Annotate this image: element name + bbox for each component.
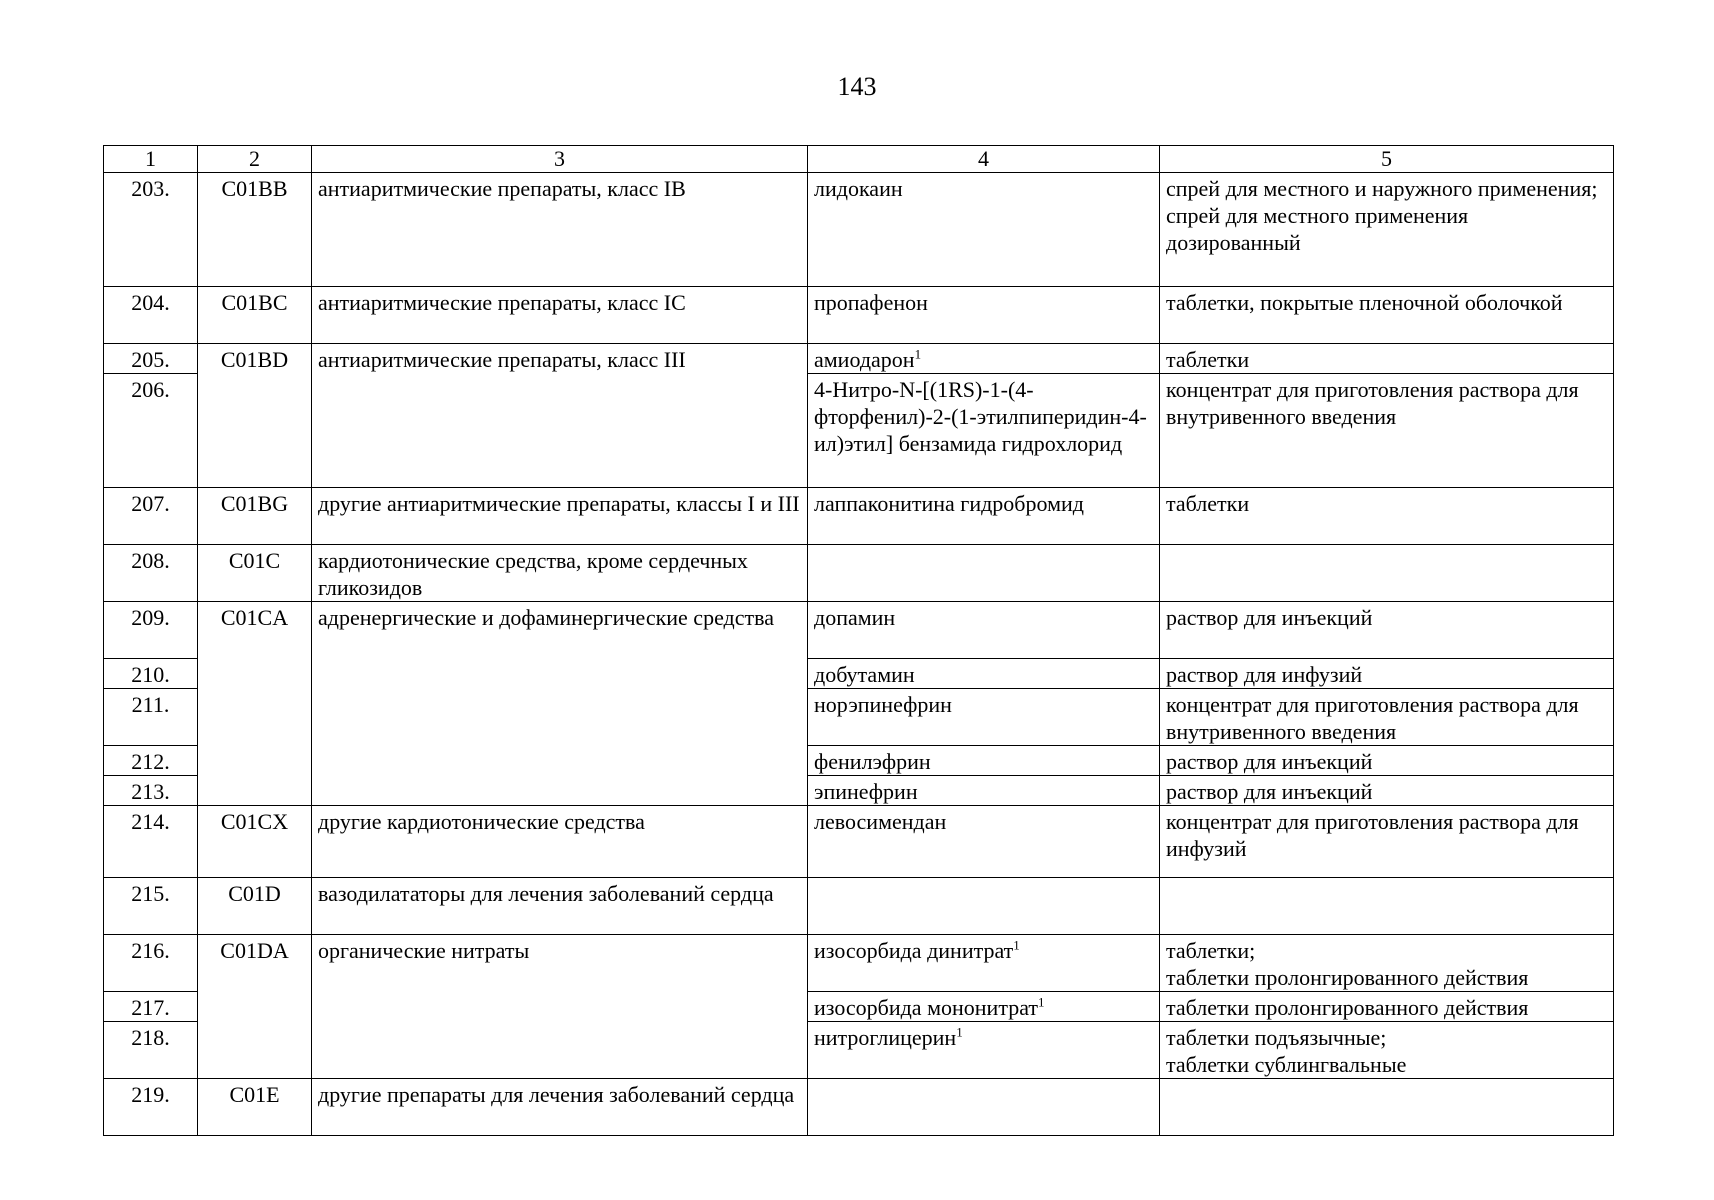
column-header: 1 xyxy=(104,146,198,173)
row-number: 210. xyxy=(104,659,198,689)
dosage-form: раствор для инфузий xyxy=(1160,659,1614,689)
atc-code: C01BC xyxy=(198,287,312,344)
table-row xyxy=(104,173,1614,287)
dosage-form: раствор для инъекций xyxy=(1160,602,1614,659)
drug-name: норэпинефрин xyxy=(808,689,1160,746)
footnote-mark: 1 xyxy=(956,1024,963,1040)
footnote-mark: 1 xyxy=(1038,994,1045,1010)
dosage-form: таблетки подъязычные; таблетки сублингвальные xyxy=(1160,1022,1614,1079)
drug-name: добутамин xyxy=(808,659,1160,689)
atc-group: кардиотонические средства, кроме сердечных гликозидов xyxy=(312,545,808,602)
row-number: 218. xyxy=(104,1022,198,1079)
medication-table xyxy=(103,145,1614,1136)
drug-name: эпинефрин xyxy=(808,776,1160,806)
row-number: 212. xyxy=(104,746,198,776)
dosage-form: таблетки пролонгированного действия xyxy=(1160,992,1614,1022)
row-number: 219. xyxy=(104,1079,198,1136)
dosage-form: таблетки, покрытые пленочной оболочкой xyxy=(1160,287,1614,344)
atc-code: C01BD xyxy=(198,344,312,488)
dosage-form: таблетки; таблетки пролонгированного действия xyxy=(1160,935,1614,992)
atc-code: C01BG xyxy=(198,488,312,545)
row-number: 214. xyxy=(104,806,198,878)
dosage-form: спрей для местного и наружного применения; спрей для местного применения дозированный xyxy=(1160,173,1614,287)
row-number: 205. xyxy=(104,344,198,374)
footnote-mark: 1 xyxy=(914,346,922,362)
dosage-form: таблетки xyxy=(1160,344,1614,374)
atc-group: антиаритмические препараты, класс IB xyxy=(312,173,808,287)
drug-name: левосимендан xyxy=(808,806,1160,878)
drug-name xyxy=(808,344,1160,374)
row-number: 211. xyxy=(104,689,198,746)
drug-name-text: изосорбида мононитрат xyxy=(814,995,1039,1020)
drug-name xyxy=(808,545,1160,602)
column-header: 2 xyxy=(198,146,312,173)
atc-code: C01D xyxy=(198,878,312,935)
drug-name: фенилэфрин xyxy=(808,746,1160,776)
table-header-row xyxy=(104,146,1614,173)
row-number: 203. xyxy=(104,173,198,287)
atc-group: вазодилататоры для лечения заболеваний сердца xyxy=(312,878,808,935)
drug-name: лидокаин xyxy=(808,173,1160,287)
atc-code: C01C xyxy=(198,545,312,602)
drug-name xyxy=(808,878,1160,935)
table-row xyxy=(104,1079,1614,1136)
dosage-form: концентрат для приготовления раствора для инфузий xyxy=(1160,806,1614,878)
row-number: 213. xyxy=(104,776,198,806)
drug-name: лаппаконитина гидробромид xyxy=(808,488,1160,545)
row-number: 206. xyxy=(104,374,198,488)
atc-code: C01E xyxy=(198,1079,312,1136)
table-row xyxy=(104,344,1614,374)
dosage-form xyxy=(1160,1079,1614,1136)
dosage-form xyxy=(1160,545,1614,602)
drug-name-text: амиодарон xyxy=(814,347,915,372)
dosage-form: раствор для инъекций xyxy=(1160,776,1614,806)
table-row xyxy=(104,488,1614,545)
atc-group: другие кардиотонические средства xyxy=(312,806,808,878)
atc-code: C01CX xyxy=(198,806,312,878)
atc-group: другие антиаритмические препараты, классы I и III xyxy=(312,488,808,545)
atc-group: антиаритмические препараты, класс IC xyxy=(312,287,808,344)
column-header: 5 xyxy=(1160,146,1614,173)
dosage-form: концентрат для приготовления раствора для внутривенного введения xyxy=(1160,689,1614,746)
atc-code: C01CA xyxy=(198,602,312,806)
drug-name xyxy=(808,1079,1160,1136)
dosage-form xyxy=(1160,878,1614,935)
footnote-mark: 1 xyxy=(1013,937,1020,953)
row-number: 208. xyxy=(104,545,198,602)
page-number: 143 xyxy=(837,72,877,101)
atc-group: органические нитраты xyxy=(312,935,808,1079)
table-row xyxy=(104,806,1614,878)
dosage-form: концентрат для приготовления раствора для внутривенного введения xyxy=(1160,374,1614,488)
dosage-form: таблетки xyxy=(1160,488,1614,545)
row-number: 209. xyxy=(104,602,198,659)
table-row xyxy=(104,878,1614,935)
column-header: 4 xyxy=(808,146,1160,173)
drug-name-text: изосорбида динитрат xyxy=(814,938,1014,963)
row-number: 204. xyxy=(104,287,198,344)
table-row xyxy=(104,287,1614,344)
atc-code: C01BB xyxy=(198,173,312,287)
atc-group: антиаритмические препараты, класс III xyxy=(312,344,808,488)
table-row xyxy=(104,545,1614,602)
drug-name xyxy=(808,1022,1160,1079)
column-header: 3 xyxy=(312,146,808,173)
row-number: 217. xyxy=(104,992,198,1022)
drug-name: 4-Нитро-N-[(1RS)-1-(4-фторфенил)-2-(1-этилпиперидин-4-ил)этил] бензамида гидрохлорид xyxy=(808,374,1160,488)
drug-name: допамин xyxy=(808,602,1160,659)
atc-group: адренергические и дофаминергические средства xyxy=(312,602,808,806)
atc-group: другие препараты для лечения заболеваний сердца xyxy=(312,1079,808,1136)
row-number: 215. xyxy=(104,878,198,935)
drug-name-text: нитроглицерин xyxy=(814,1025,957,1050)
row-number: 216. xyxy=(104,935,198,992)
table-row xyxy=(104,935,1614,992)
row-number: 207. xyxy=(104,488,198,545)
table-row xyxy=(104,602,1614,659)
dosage-form: раствор для инъекций xyxy=(1160,746,1614,776)
drug-name: пропафенон xyxy=(808,287,1160,344)
atc-code: C01DA xyxy=(198,935,312,1079)
drug-name xyxy=(808,935,1160,992)
drug-name xyxy=(808,992,1160,1022)
